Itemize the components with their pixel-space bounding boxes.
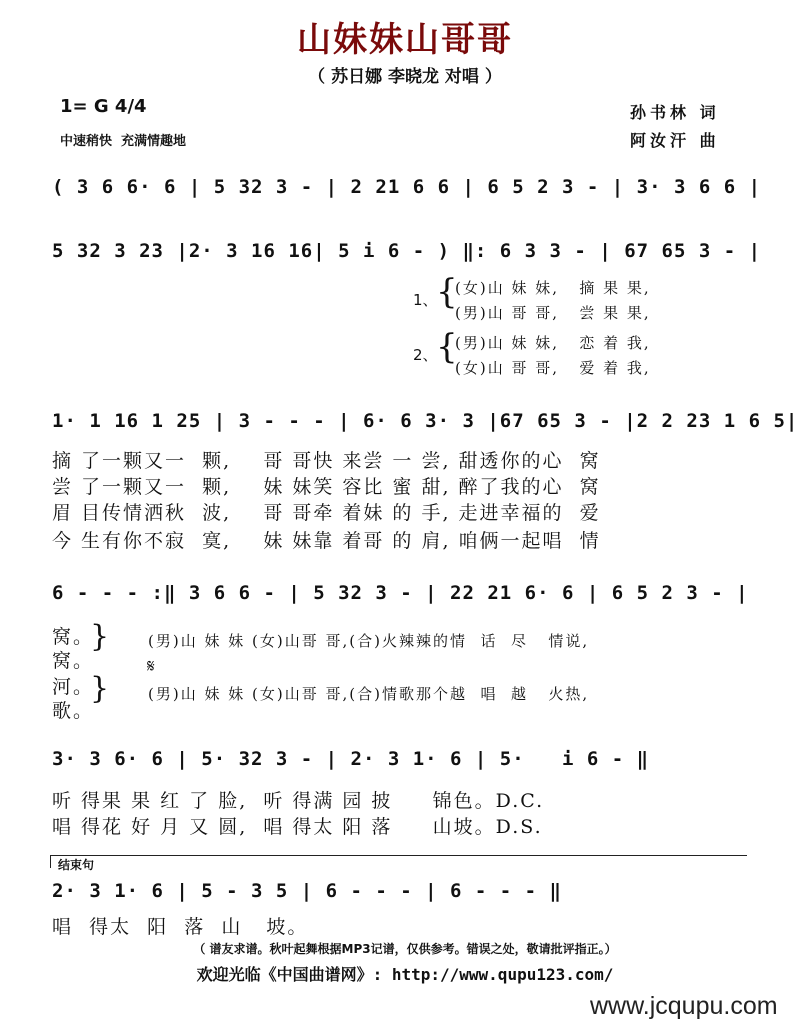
- ending-brace-2: }: [90, 671, 110, 706]
- verse-brace-1: {: [436, 272, 458, 312]
- ending-word-3: 河。: [52, 676, 95, 698]
- ending-word-2: 窝。: [52, 650, 95, 672]
- segno-sign: 𝄋: [147, 656, 155, 677]
- lyric-line-3b: 尝 了一颗又一 颗, 妹 妹笑 容比 蜜 甜, 醉了我的心 窝: [52, 476, 601, 498]
- notation-line-6: 2· 3 1· 6 | 5 - 3 5 | 6 - - - | 6 - - - ‖: [52, 880, 562, 902]
- transcriber-note: （ 谱友求谱。秋叶起舞根据MP3记谱，仅供参考。错误之处，敬请批评指正。）: [193, 942, 617, 956]
- notation-line-3: 1· 1 16 1 25 | 3 - - - | 6· 6 3· 3 |67 65 3 - |2 2 23 1 6 5|: [52, 410, 799, 432]
- ending-word-4: 歌。: [52, 700, 95, 722]
- lyric-line-6: 唱 得太 阳 落 山 坡。: [52, 916, 309, 938]
- chorus-line-1: (男)山 妹 妹 (女)山哥 哥,(合)火辣辣的情 话 尽 情说,: [148, 632, 590, 650]
- verse-line-1: (女)山 妹 妹, 摘 果 果,: [455, 279, 651, 297]
- lyric-line-5b: 唱 得花 好 月 又 圆, 唱 得太 阳 落 山坡。D.S.: [52, 816, 543, 838]
- lyric-line-5a: 听 得果 果 红 了 脸, 听 得满 园 披 锦色。D.C.: [52, 790, 545, 812]
- ending-word-1: 窝。: [52, 626, 95, 648]
- verse-brace-2: {: [436, 327, 458, 367]
- verse-line-4: (女)山 哥 哥, 爱 着 我,: [455, 359, 651, 377]
- coda-bracket: [50, 855, 747, 868]
- song-subtitle: （ 苏日娜 李晓龙 对唱 ）: [308, 67, 502, 87]
- key-signature: 1= G 4/4: [60, 96, 147, 117]
- ending-brace-1: }: [90, 619, 110, 654]
- site-welcome: 欢迎光临《中国曲谱网》: http://www.qupu123.com/: [196, 965, 614, 984]
- watermark: www.jcqupu.com: [590, 992, 778, 1020]
- lyricist-credit: 孙书林 词: [630, 103, 720, 122]
- coda-label: 结束句: [58, 858, 95, 872]
- composer-credit: 阿汝汗 曲: [630, 131, 720, 150]
- lyric-line-3d: 今 生有你不寂 寞, 妹 妹靠 着哥 的 肩, 咱俩一起唱 情: [52, 530, 601, 552]
- notation-line-2: 5 32 3 23 |2· 3 16 16| 5 i 6 - ) ‖: 6 3 3 - | 67 65 3 - |: [52, 240, 762, 262]
- verse-label-2: 2、: [413, 346, 438, 364]
- song-title: 山妹妹山哥哥: [297, 20, 513, 60]
- notation-line-5: 3· 3 6· 6 | 5· 32 3 - | 2· 3 1· 6 | 5· i 6 - ‖: [52, 748, 650, 770]
- notation-line-1: ( 3 6 6· 6 | 5 32 3 - | 2 21 6 6 | 6 5 2 3 - | 3· 3 6 6 |: [52, 176, 762, 198]
- lyric-line-3c: 眉 目传情洒秋 波, 哥 哥牵 着妹 的 手, 走进幸福的 爱: [52, 502, 601, 524]
- notation-line-4: 6 - - - :‖ 3 6 6 - | 5 32 3 - | 22 21 6· 6 | 6 5 2 3 - |: [52, 582, 749, 604]
- verse-line-3: (男)山 妹 妹, 恋 着 我,: [455, 334, 651, 352]
- lyric-line-3a: 摘 了一颗又一 颗, 哥 哥快 来尝 一 尝, 甜透你的心 窝: [52, 450, 601, 472]
- verse-line-2: (男)山 哥 哥, 尝 果 果,: [455, 304, 651, 322]
- chorus-line-2: (男)山 妹 妹 (女)山哥 哥,(合)情歌那个越 唱 越 火热,: [148, 685, 590, 703]
- tempo-marking: 中速稍快 充满情趣地: [60, 134, 187, 149]
- verse-label-1: 1、: [413, 291, 438, 309]
